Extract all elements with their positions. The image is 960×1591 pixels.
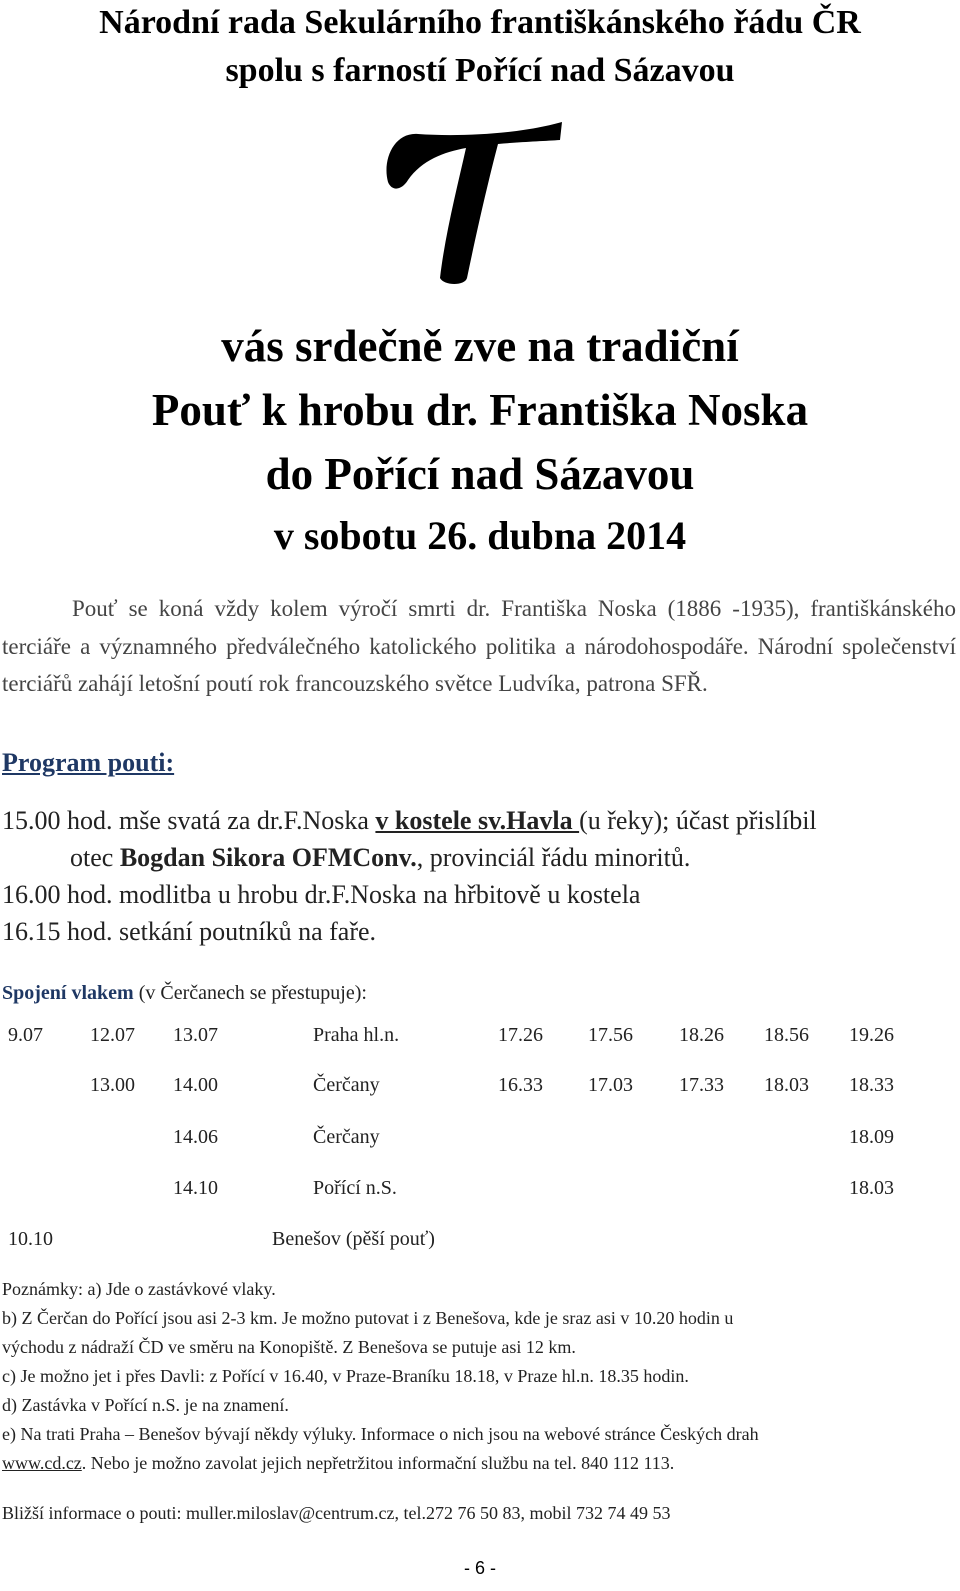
page-number: - 6 - — [463, 1558, 496, 1578]
tau-cross-icon — [380, 120, 580, 290]
timetable-cell-ret-5: 19.26 — [849, 1024, 894, 1046]
timetable-cell-ret-4: 18.03 — [764, 1074, 809, 1096]
program-item-3: 16.15 hod. setkání poutníků na faře. — [2, 917, 377, 946]
timetable-cell-ret-2: 17.56 — [588, 1024, 633, 1046]
timetable-cell-ret-5: 18.33 — [849, 1074, 894, 1096]
timetable-cell-ret-5: 18.03 — [849, 1177, 894, 1199]
header-line-2: spolu s farností Pořící nad Sázavou — [225, 52, 735, 89]
note-a: Poznámky: a) Jde o zastávkové vlaky. — [2, 1279, 276, 1299]
timetable-cell-ret-3: 18.26 — [679, 1024, 724, 1046]
timetable-cell-ret-3: 17.33 — [679, 1074, 724, 1096]
timetable-cell-station: Čerčany — [313, 1074, 380, 1096]
note-c: c) Je možno jet i přes Davli: z Pořící v 16.40, v Praze-Braníku 18.18, v Praze hl.n. 18.35 hodin. — [2, 1366, 689, 1386]
intro-paragraph: Pouť se koná vždy kolem výročí smrti dr. Františka Noska (1886 -1935), františkánského terciáře a významného předválečného katolického politika a národohospodáře. Národní společenství terciářů zahájí letošní poutí rok francouzského světce Ludvíka, patrona SFŘ. — [2, 596, 956, 696]
timetable-cell-station: Pořící n.S. — [313, 1177, 397, 1199]
walk-time: 10.10 — [8, 1228, 53, 1250]
program-item-1-cont: otec Bogdan Sikora OFMConv., provinciál řádu minoritů. — [70, 843, 691, 872]
timetable-cell-station: Čerčany — [313, 1126, 380, 1148]
program-title: Program pouti: — [2, 748, 175, 777]
invite-line-1: vás srdečně zve na tradiční — [221, 321, 739, 371]
contact-info: Bližší informace o pouti: muller.miloslav@centrum.cz, tel.272 76 50 83, mobil 732 74 49 53 — [2, 1503, 671, 1523]
header-line-1: Národní rada Sekulárního františkánského řádu ČR — [99, 4, 861, 41]
note-e-1: e) Na trati Praha – Benešov bývají někdy výluky. Informace o nich jsou na webové stránce Českých drah — [2, 1424, 759, 1444]
timetable-cell-station-dep-2: 13.00 — [90, 1074, 135, 1096]
timetable-cell-station-dep-3: 13.07 — [173, 1024, 218, 1046]
timetable-cell-station-dep-2: 12.07 — [90, 1024, 135, 1046]
program-item-2: 16.00 hod. modlitba u hrobu dr.F.Noska na hřbitově u kostela — [2, 880, 641, 909]
walk-label: Benešov (pěší pouť) — [272, 1228, 435, 1250]
celebrant-name: Bogdan Sikora OFMConv. — [119, 843, 417, 872]
timetable-cell-station-dep-1: 9.07 — [8, 1024, 43, 1046]
connection-heading: Spojení vlakem (v Čerčanech se přestupuje): — [2, 982, 367, 1004]
timetable-cell-ret-2: 17.03 — [588, 1074, 633, 1096]
church-name: v kostele sv.Havla — [375, 806, 580, 835]
timetable-cell-station-dep-3: 14.10 — [173, 1177, 218, 1199]
timetable-cell-station-dep-3: 14.06 — [173, 1126, 218, 1148]
invite-date: v sobotu 26. dubna 2014 — [273, 513, 687, 558]
timetable-cell-station: Praha hl.n. — [313, 1024, 400, 1046]
timetable-cell-ret-4: 18.56 — [764, 1024, 809, 1046]
invite-line-2: Pouť k hrobu dr. Františka Noska — [151, 385, 809, 435]
note-d: d) Zastávka v Pořící n.S. je na znamení. — [2, 1395, 289, 1415]
program-item-1: 15.00 hod. mše svatá za dr.F.Noska v kostele sv.Havla (u řeky); účast přislíbil — [2, 806, 817, 835]
cd-website-link[interactable]: www.cd.cz — [2, 1453, 82, 1473]
note-e-2: www.cd.cz. Nebo je možno zavolat jejich nepřetržitou informační službu na tel. 840 112 113. — [2, 1453, 675, 1473]
timetable-cell-ret-5: 18.09 — [849, 1126, 894, 1148]
timetable-cell-ret-1: 16.33 — [498, 1074, 543, 1096]
note-b-1: b) Z Čerčan do Pořící jsou asi 2-3 km. Je možno putovat i z Benešova, kde je sraz asi v 10.20 hodin u — [2, 1308, 734, 1328]
note-b-2: východu z nádraží ČD ve směru na Konopiště. Z Benešova se putuje asi 12 km. — [2, 1337, 576, 1357]
timetable-cell-station-dep-3: 14.00 — [173, 1074, 218, 1096]
invite-line-3: do Pořící nad Sázavou — [265, 449, 695, 499]
timetable-cell-ret-1: 17.26 — [498, 1024, 543, 1046]
